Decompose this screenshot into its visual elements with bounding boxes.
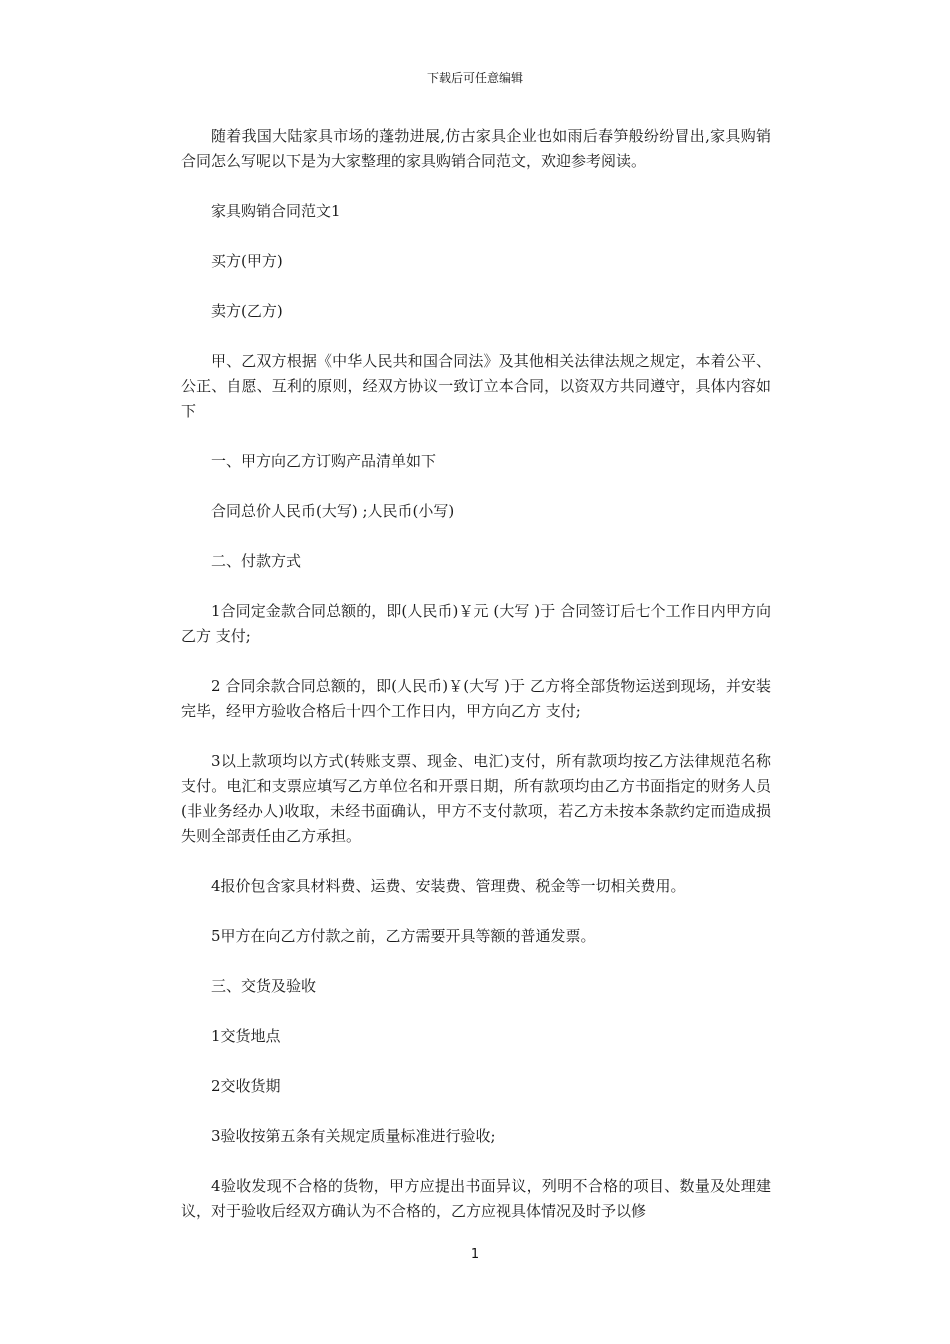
section-heading-3: 三、交货及验收 <box>211 977 317 995</box>
paragraph-payment-method: 3以上款项均以方式(转账支票、现金、电汇)支付，所有款项均按乙方法律规范名称支付。电汇和支票应填写乙方单位名和开票日期，所有款项均由乙方书面指定的财务人员(非业务经办人)收取，未经书面确认，甲方不支付款项，若乙方未按本条款约定而造成损失则全部责任由乙方承担。 <box>181 752 771 845</box>
page-header: 下载后可任意编辑 <box>426 71 523 85</box>
paragraph-nonconforming: 4验收发现不合格的货物，甲方应提出书面异议，列明不合格的项目、数量及处理建议，对于验收后经双方确认为不合格的，乙方应视具体情况及时予以修 <box>181 1177 771 1220</box>
paragraph-contract-title: 家具购销合同范文1 <box>211 202 341 220</box>
paragraph-delivery-date: 2交收货期 <box>211 1077 281 1095</box>
paragraph-deposit: 1合同定金款合同总额的，即(人民币)￥元 (大写 )于 合同签订后七个工作日内甲方向乙方 支付; <box>181 602 771 645</box>
paragraph-total-price: 合同总价人民币(大写) ;人民币(小写) <box>211 502 455 520</box>
paragraph-quote-includes: 4报价包含家具材料费、运费、安装费、管理费、税金等一切相关费用。 <box>211 877 686 895</box>
paragraph-delivery-location: 1交货地点 <box>211 1027 281 1045</box>
page-number: 1 <box>470 1247 480 1262</box>
section-heading-2: 二、付款方式 <box>211 552 302 570</box>
document-body <box>181 124 771 1249</box>
paragraph-acceptance-standard: 3验收按第五条有关规定质量标准进行验收; <box>211 1127 496 1145</box>
paragraph-seller: 卖方(乙方) <box>211 302 283 320</box>
paragraph-intro: 随着我国大陆家具市场的蓬勃进展,仿古家具企业也如雨后春笋般纷纷冒出,家具购销合同怎么写呢以下是为大家整理的家具购销合同范文，欢迎参考阅读。 <box>181 127 771 170</box>
paragraph-buyer: 买方(甲方) <box>211 252 283 270</box>
section-heading-1: 一、甲方向乙方订购产品清单如下 <box>211 452 437 470</box>
paragraph-invoice: 5甲方在向乙方付款之前，乙方需要开具等额的普通发票。 <box>211 927 596 945</box>
paragraph-balance: 2 合同余款合同总额的，即(人民币)￥(大写 )于 乙方将全部货物运送到现场，并安装完毕，经甲方验收合格后十四个工作日内，甲方向乙方 支付; <box>181 677 771 720</box>
paragraph-preamble: 甲、乙双方根据《中华人民共和国合同法》及其他相关法律法规之规定，本着公平、公正、自愿、互利的原则，经双方协议一致订立本合同，以资双方共同遵守，具体内容如下 <box>181 352 771 420</box>
